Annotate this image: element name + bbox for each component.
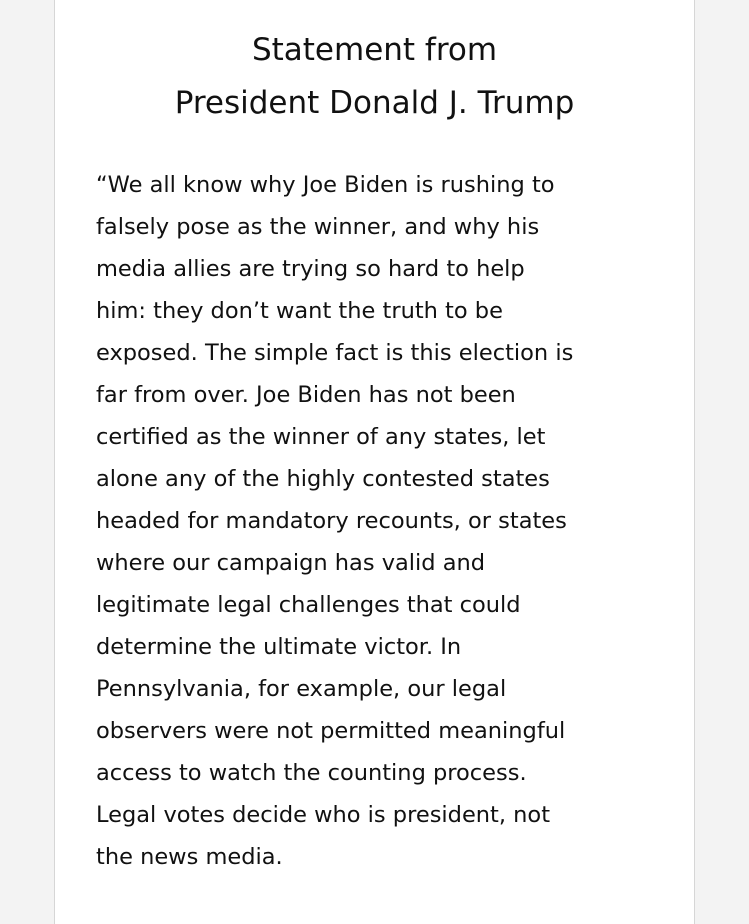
body-line: headed for mandatory recounts, or states (96, 508, 567, 534)
body-line: access to watch the counting process. (96, 760, 527, 786)
statement-title (55, 24, 694, 130)
title-line: Statement from (251, 32, 498, 68)
body-line: alone any of the highly contested states (96, 466, 550, 492)
title-line: President Donald J. Trump (174, 85, 575, 121)
body-line: “We all know why Joe Biden is rushing to (96, 172, 555, 198)
body-line: observers were not permitted meaningful (96, 718, 566, 744)
body-line: legitimate legal challenges that could (96, 592, 521, 618)
statement-body (96, 164, 676, 878)
body-line: certified as the winner of any states, let (96, 424, 546, 450)
body-line: falsely pose as the winner, and why his (96, 214, 540, 240)
body-line: Pennsylvania, for example, our legal (96, 676, 507, 702)
body-line: far from over. Joe Biden has not been (96, 382, 516, 408)
body-line: determine the ultimate victor. In (96, 634, 462, 660)
body-line: media allies are trying so hard to help (96, 256, 525, 282)
document-page (54, 0, 695, 924)
body-line: the news media. (96, 844, 283, 870)
body-line: Legal votes decide who is president, not (96, 802, 551, 828)
body-line: exposed. The simple fact is this election is (96, 340, 574, 366)
body-line: where our campaign has valid and (96, 550, 486, 576)
body-line: him: they don’t want the truth to be (96, 298, 503, 324)
